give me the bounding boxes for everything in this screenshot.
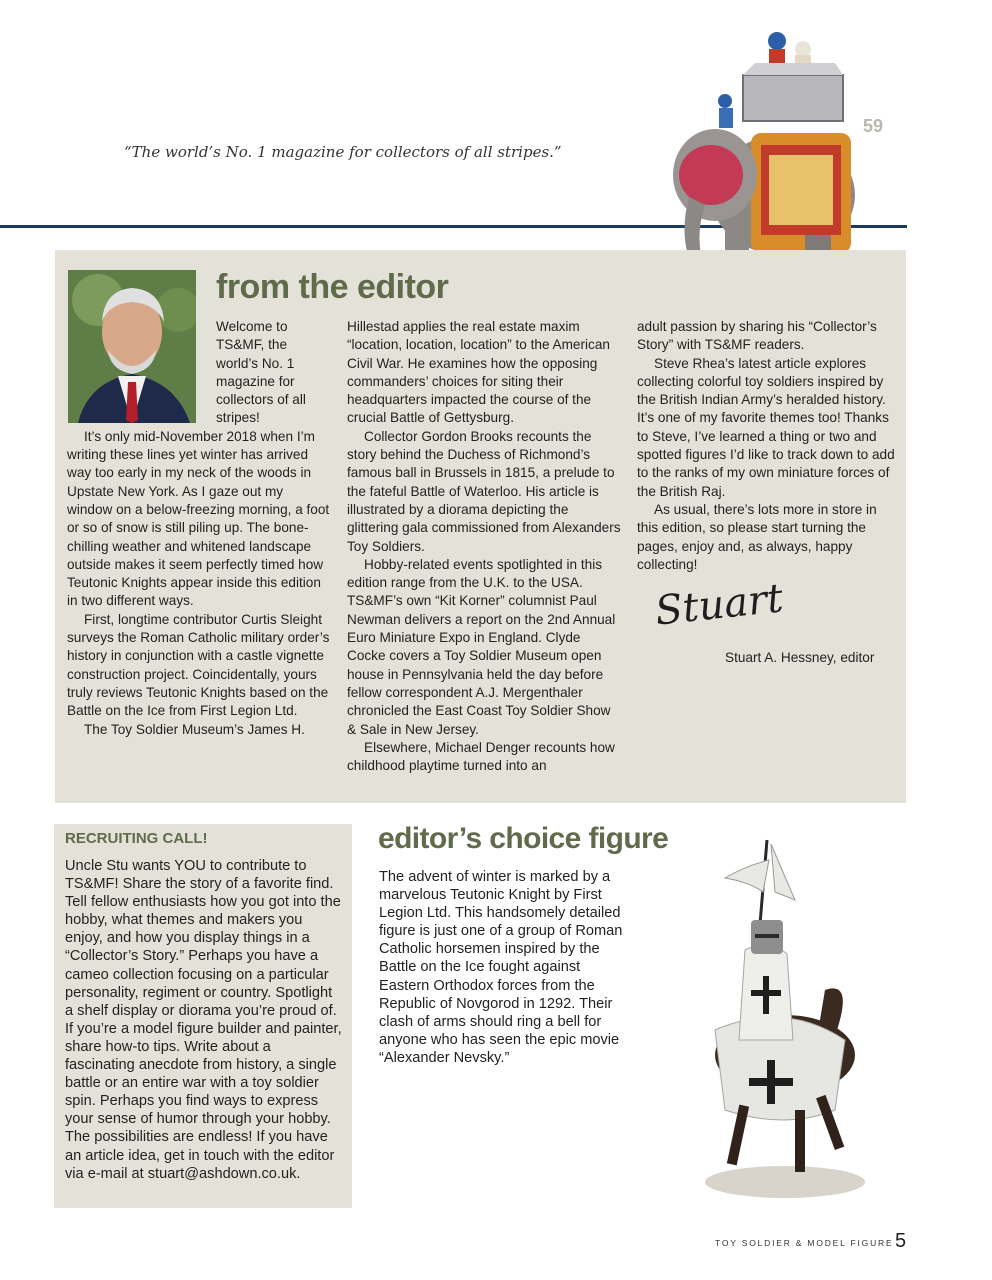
- editor-paragraph: It’s only mid-November 2018 when I’m writing these lines yet winter has arrived way too early in my neck of the woods in Upstate New York. As I gaze out my window on a below-freezing morning, a foot or so of snow is still piling up. The bone-chilling weather and whitened landscape outside makes it seem perfectly timed how Teutonic Knights appear inside this edition in two different ways.: [67, 428, 330, 609]
- footer-page-number: 5: [895, 1230, 907, 1252]
- editor-paragraph: As usual, there’s lots more in store in this edition, so please start turning the pages, enjoy and, as always, happy collecting!: [637, 501, 877, 572]
- recruiting-call-title: RECRUITING CALL!: [65, 830, 208, 847]
- editor-paragraph: Hillestad applies the real estate maxim “location, location, location” to the American Civil War. He examines how the opposing commanders’ choices for siting their headquarters impacted the course of the crucial Battle of Gettysburg.: [347, 319, 610, 426]
- editor-paragraph: Elsewhere, Michael Denger recounts how childhood playtime turned into an: [347, 739, 615, 774]
- footer-magazine-name: TOY SOLDIER & MODEL FIGURE: [715, 1238, 894, 1248]
- editors-choice-body: The advent of winter is marked by a marvelous Teutonic Knight by First Legion Ltd. This handsomely detailed figure is just one of a group of Roman Catholic horsemen inspired by the Battle on the Ice fought against Eastern Orthodox forces from the Republic of Novgorod in 1292. Their clash of arms should ring a bell for anyone who has seen the epic movie “Alexander Nevsky.”: [379, 869, 623, 1066]
- editor-paragraph: Steve Rhea’s latest article explores collecting colorful toy soldiers inspired by the British Indian Army’s heralded history. It’s one of my favorite themes too! Thanks to Steve, I’ve learned a thing or two and spotted figures I’d like to track down to add to the ranks of my own miniature forces of the British Raj.: [637, 355, 895, 499]
- teutonic-knight-figure-image: [675, 830, 870, 1205]
- editor-paragraph: First, longtime contributor Curtis Sleight surveys the Roman Catholic military order’s history in conjunction with a castle vignette construction project. Coincidentally, yours truly reviews Teutonic Knights based on the Battle on the Ice from First Legion Ltd.: [67, 611, 330, 719]
- editors-choice-title: editor’s choice figure: [378, 822, 669, 855]
- editor-column-3: [637, 318, 900, 574]
- editor-signature: Stuart: [652, 575, 786, 635]
- editor-paragraph: Hobby-related events spotlighted in this edition range from the U.K. to the USA. TS&MF’s own “Kit Korner” columnist Paul Newman delivers a report on the 2nd Annual Euro Miniature Expo in England. Clyde Cocke covers a Toy Soldier Museum open house in Pennsylvania held the day before fellow correspondent A.J. Mergenthaler chronicled the East Coast Toy Soldier Show & Sale in New Jersey.: [347, 556, 616, 737]
- editor-paragraph: adult passion by sharing his “Collector’s Story” with TS&MF readers.: [637, 319, 877, 353]
- editor-column-1: [67, 318, 331, 739]
- editor-paragraph: Collector Gordon Brooks recounts the story behind the Duchess of Richmond’s famous ball in Brussels in 1815, a prelude to the fateful Battle of Waterloo. His article is illustrated by a diorama depicting the glittering gala commissioned from Alexanders Toy Soldiers.: [347, 428, 621, 554]
- editor-signoff: Stuart A. Hessney, editor: [725, 650, 875, 665]
- editor-section-title: from the editor: [216, 268, 449, 306]
- editor-column-2: [347, 318, 622, 775]
- editor-paragraph: Welcome to TS&MF, the world’s No. 1 magazine for collectors of all stripes!: [216, 319, 306, 426]
- editor-paragraph: The Toy Soldier Museum’s James H.: [84, 721, 305, 737]
- issue-number: 59: [863, 116, 884, 136]
- magazine-tagline: “The world’s No. 1 magazine for collectors of all stripes.”: [124, 143, 562, 161]
- recruiting-call-body: Uncle Stu wants YOU to contribute to TS&MF! Share the story of a favorite find. Tell fellow enthusiasts how you got into the hobby, what themes and makers you enjoy, and how you display things in a “Collector’s Story.” Perhaps you have a cameo collection focusing on a particular personality, regiment or country. Spotlight a shelf display or diorama you’re proud of. If you’re a model figure builder and painter, share how-to tips. Write about a fascinating anecdote from history, a single battle or an entire war with a toy soldier spin. Perhaps you find ways to express your sense of humor through your hobby. The possibilities are endless! If you have an article idea, get in touch with the editor via e-mail at stuart@ashdown.co.uk.: [65, 858, 342, 1182]
